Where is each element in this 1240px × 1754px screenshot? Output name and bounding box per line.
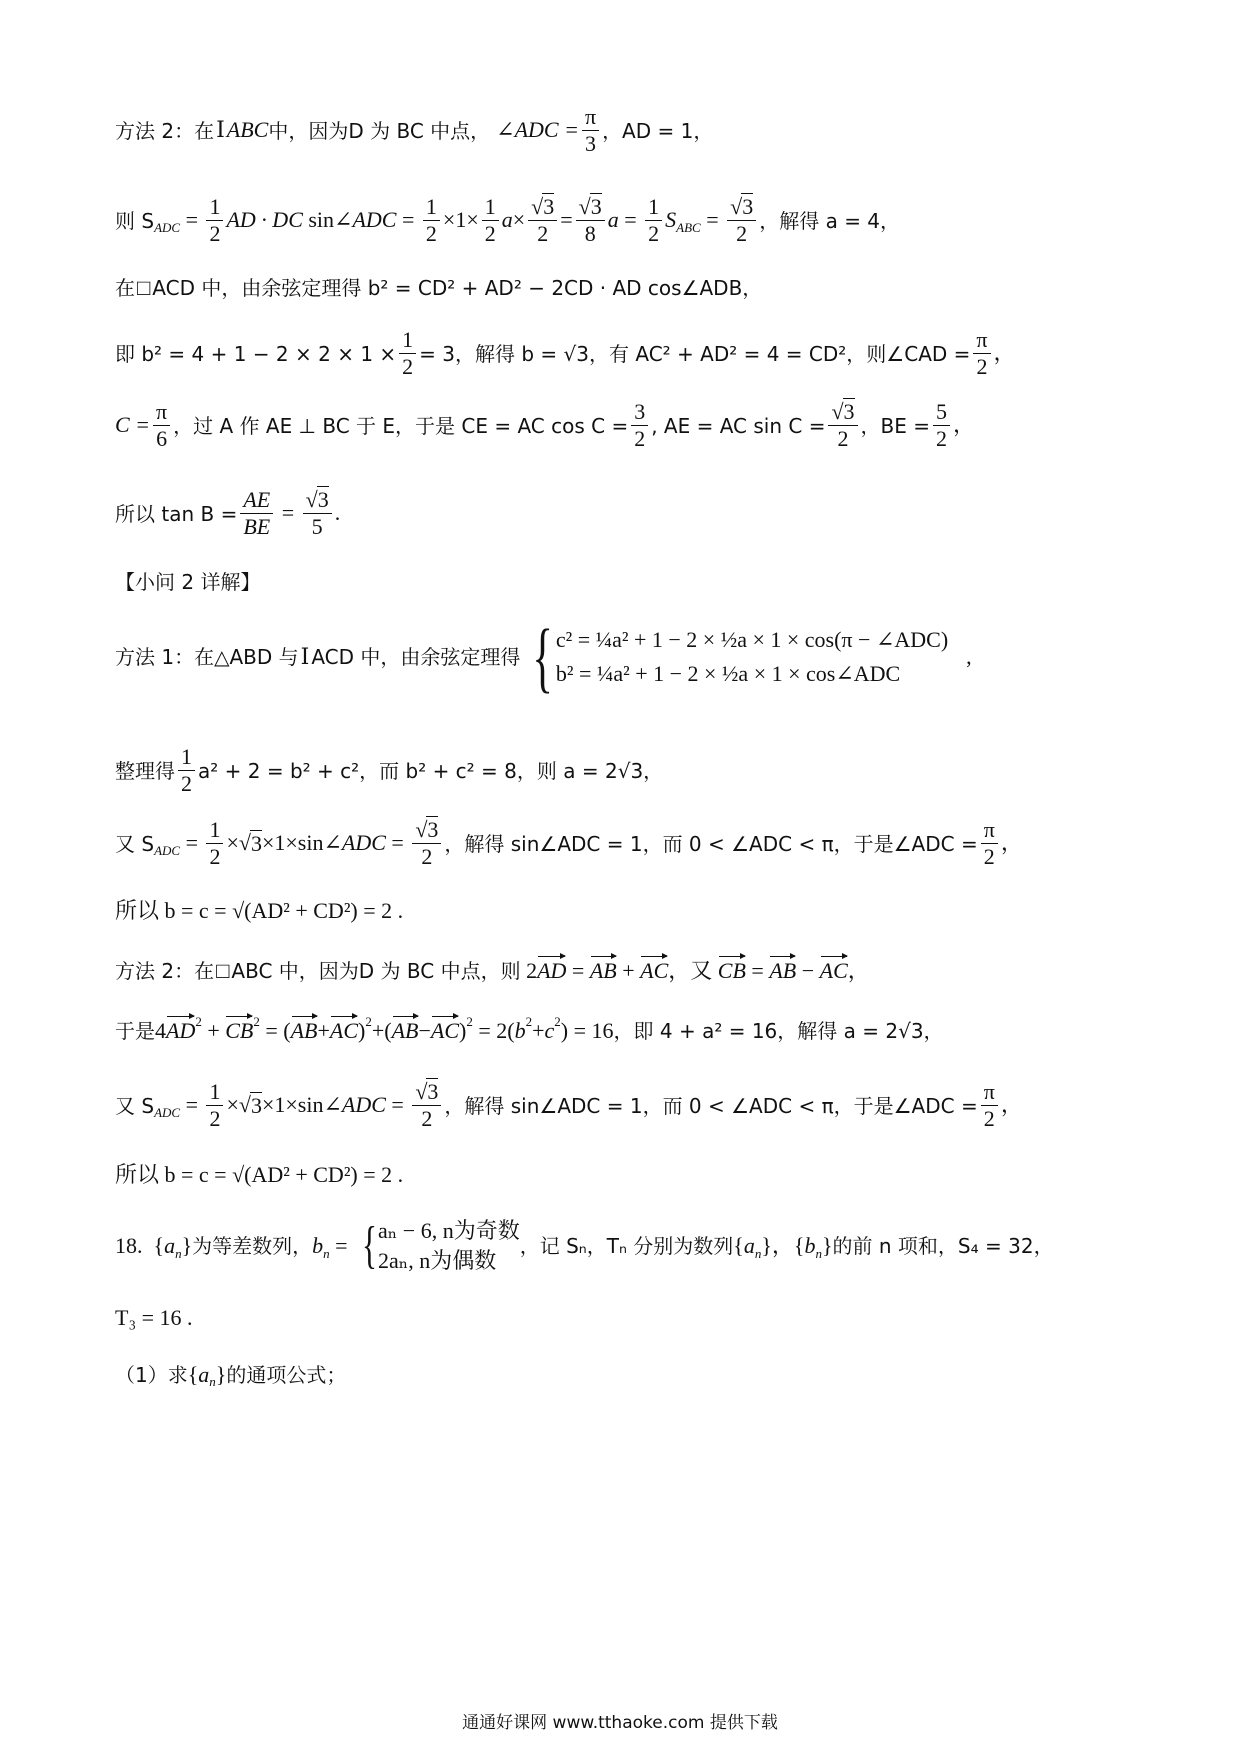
area-solve: ，解得 a = 4， xyxy=(759,208,901,233)
simplify-line: 整理得 $\frac{1}{2}$ a² + 2 = b² + c²，而 b² + c² = 8，则 a = 2√3， xyxy=(115,744,664,797)
part1-line: （1）求 { a n } 的通项公式； xyxy=(115,1362,347,1390)
p18-text1: 为等差数列， xyxy=(192,1234,313,1259)
q2-heading: 【小问 2 详解】 xyxy=(115,570,261,594)
t3-line: T₃ = 16 . xyxy=(115,1305,193,1330)
m2-area-prefix: 又 S xyxy=(115,1093,155,1118)
cos-line-prefix: 在 xyxy=(115,276,135,301)
system-eq2: b² = ¼a² + 1 − 2 × ½a × 1 × cos∠ADC xyxy=(555,661,901,686)
vec-solve: ，即 4 + a² = 16，解得 a = 2√3， xyxy=(613,1019,944,1044)
m1-area-rest: ，解得 sin∠ADC = 1，而 0 < ∠ADC < π，于是∠ADC = xyxy=(444,831,978,856)
tan-prefix: 所以 tan B = xyxy=(115,501,238,526)
problem-number: 18. xyxy=(115,1233,143,1259)
b-solve-line: 即 b² = 4 + 1 − 2 × 2 × 1 × $\frac{1}{2}$ = 3，解得 b = √3，有 AC² + AD² = 4 = CD²，则∠CAD = $\frac{\pi}{2}$ ， xyxy=(115,327,1016,380)
method2-q2-line: 方法 2：在 □ ABC 中，因为D 为 BC 中点，则 2 AD = AB + AC ，又 CB = AB − AC ， xyxy=(115,958,870,984)
c-line-mid2: , AE = AC sin C = xyxy=(651,413,826,438)
part1-prefix: （1）求 xyxy=(115,1363,188,1388)
footer: 通通好课网 www.tthaoke.com 提供下载 xyxy=(462,1713,778,1733)
system-eq1: c² = ¼a² + 1 − 2 × ½a × 1 × cos(π − ∠ADC) xyxy=(555,626,949,652)
p18-text3: 的前 n 项和，S₄ = 32， xyxy=(832,1234,1054,1259)
m2-area-line: 又 S ADC = $\frac{1}{2}$ ×√ 3 ×1×sin∠ ADC = $\frac{√3}{2}$ ，解得 sin∠ADC = 1，而 0 < ∠ADC < π，于是∠ADC = $\frac{\pi}{2}$ ， xyxy=(115,1079,1023,1132)
simplify-prefix: 整理得 xyxy=(115,758,175,783)
c-line: C = $\frac{\pi}{6}$ ，过 A 作 AE ⊥ BC 于 E，于是 CE = AC cos C = $\frac{3}{2}$ , AE = AC sin C = $\frac{√3}{2}$ ，BE = $\frac{5}{2}$ ， xyxy=(115,399,976,452)
m2-area-rest: ，解得 sin∠ADC = 1，而 0 < ∠ADC < π，于是∠ADC = xyxy=(444,1093,978,1118)
simplify-rest: a² + 2 = b² + c²，而 b² + c² = 8，则 a = 2√3， xyxy=(198,758,664,783)
p18-text2: ，记 Sₙ，Tₙ 分别为数列 xyxy=(519,1234,734,1259)
pi-over-3: $\frac{\pi}{3}$ xyxy=(582,105,599,156)
c-line-mid3: ，BE = xyxy=(860,413,931,438)
m2-intro: 方法 2：在 xyxy=(115,959,215,984)
b-line-mid: = 3，解得 b = √3，有 AC² + AD² = 4 = CD²，则∠CAD = xyxy=(419,341,971,366)
cosine-law-line: 在 □ ACD 中，由余弦定理得 b² = CD² + AD² − 2CD · AD cos∠ADB， xyxy=(115,275,763,301)
method1-q2-line: 方法 1：在△ABD 与 Ⅰ ACD 中，由余弦定理得 { c² = ¼a² + 1 − 2 × ½a × 1 × cos(π − ∠ADC) b² = ¼a² + 1 − 2 × ½a × 1 × cos∠ADC , xyxy=(115,613,972,700)
intro-rest: 中，因为D 为 BC 中点， xyxy=(268,118,491,143)
m1-intro: 方法 1：在△ABD 与 xyxy=(115,645,299,669)
m2-intro-rest: ABC 中，因为D 为 BC 中点，则 xyxy=(231,959,521,984)
problem18-line: 18. { a n } 为等差数列， b n = { aₙ − 6, n为奇数 2aₙ, n为偶数 ，记 Sₙ，Tₙ 分别为数列 { a n }，{ b n } 的前 n 项和，S₄ = 32， xyxy=(115,1217,1054,1275)
b-line-prefix: 即 b² = 4 + 1 − 2 × 2 × 1 × xyxy=(115,341,397,366)
m1-result: 所以 b = c = √(AD² + CD²) = 2 . xyxy=(115,898,404,923)
case-even: 2aₙ, n为偶数 xyxy=(378,1248,497,1274)
area-line: 则 S ADC = $\frac{1}{2}$ AD · DC sin∠ ADC = $\frac{1}{2}$ ×1× $\frac{1}{2}$ a × $\frac{√3}{2}$ = $\frac{√3}{8}$ a = $\frac{1}{2}$ S ABC = $\frac{√3}{2}$ ，解得 a = 4， xyxy=(115,194,901,247)
vec-line-prefix: 于是 xyxy=(115,1019,155,1044)
area-sub: ADC xyxy=(154,219,181,235)
tan-line: 所以 tan B = $\frac{AE}{BE}$ = $\frac{√3}{5}$ . xyxy=(115,487,341,540)
case-odd: aₙ − 6, n为奇数 xyxy=(378,1218,520,1243)
vector-line: 于是 4 AD 2 + CB 2 = ( AB + AC ) 2 +( AB − AC ) 2 = 2( b 2 + c 2 ) = 16 ，即 4 + a² = 16，解得 a = 2√3， xyxy=(115,1014,944,1044)
m1-area-line: 又 S ADC = $\frac{1}{2}$ ×√ 3 ×1×sin∠ ADC = $\frac{√3}{2}$ ，解得 sin∠ADC = 1，而 0 < ∠ADC < π，于是∠ADC = $\frac{\pi}{2}$ ， xyxy=(115,817,1023,870)
piecewise: { aₙ − 6, n为奇数 2aₙ, n为偶数 xyxy=(362,1217,520,1275)
method2-q1-intro-line: 方法 2：在 Ⅰ ABC 中，因为D 为 BC 中点， ∠ADC = $\frac{\pi}{3}$ ，AD = 1， xyxy=(115,104,714,157)
part1-rest: 的通项公式； xyxy=(226,1363,347,1388)
tan-frac: $\frac{AE}{BE}$ xyxy=(240,488,273,539)
angle-adc-eq: ∠ADC = xyxy=(496,117,579,143)
intro-label: 方法 2：在 xyxy=(115,118,215,143)
area-prefix: 则 S xyxy=(115,208,155,233)
ad-eq: ，AD = 1， xyxy=(602,118,714,143)
cos-line-rest: ACD 中，由余弦定理得 b² = CD² + AD² − 2CD · AD cos∠ADB， xyxy=(152,276,763,301)
m1-intro-rest: ACD 中，由余弦定理得 xyxy=(311,645,521,669)
c-line-mid: ，过 A 作 AE ⊥ BC 于 E，于是 CE = AC cos C = xyxy=(173,413,629,438)
m1-area-prefix: 又 S xyxy=(115,831,155,856)
triangle-abc: ABC xyxy=(226,117,269,143)
equation-system: { c² = ¼a² + 1 − 2 × ½a × 1 × cos(π − ∠ADC) b² = ¼a² + 1 − 2 × ½a × 1 × cos∠ADC xyxy=(532,613,949,700)
c-line-prefix: C = xyxy=(115,412,151,438)
m2-result: 所以 b = c = √(AD² + CD²) = 2 . xyxy=(115,1162,404,1187)
